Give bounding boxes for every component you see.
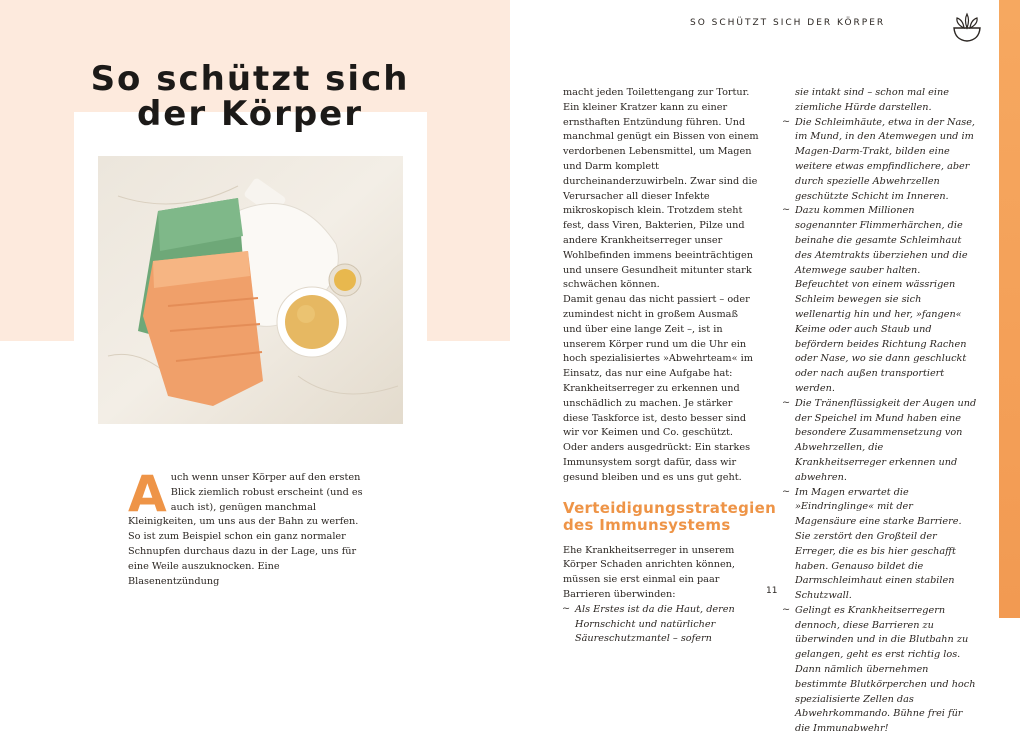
barrier-list-continued bbox=[795, 116, 977, 737]
tea-cup bbox=[277, 287, 347, 357]
list-item: ~ Gelingt es Krankheitserregern dennoch, diese Barrieren zu überwinden und in die Blutbahn zu gelangen, geht es erst richtig los. Dann nämlich übernehmen bestimmte Blutkörperchen und hoch spezialisierte Zellen das Abwehrkommando. Bühne frei für die Immunabwehr! bbox=[795, 604, 977, 737]
list-item: ~ Als Erstes ist da die Haut, deren Hornschicht und natürlicher Säureschutzmantel – sofern bbox=[575, 603, 759, 647]
barrier-list bbox=[563, 603, 759, 647]
mortar-leaves-icon bbox=[950, 10, 984, 44]
text-column-1 bbox=[128, 465, 371, 589]
drop-cap: A bbox=[128, 465, 167, 523]
list-item: ~ Im Magen erwartet die »Eindringlinge« mit der Magensäure eine starke Barriere. Sie zerstört den Großteil der Erreger, die es bis hier geschafft haben. Genauso bildet die Darmschleimhaut einen stabilen Schutzwall. bbox=[795, 486, 977, 604]
paragraph: Ehe Krankheitserreger in unserem Körper Schaden anrichten können, müssen sie erst einmal ein paar Barrieren überwinden: bbox=[563, 544, 736, 600]
chapter-title: So schützt sich der Körper bbox=[90, 59, 410, 134]
chapter-photo bbox=[98, 156, 403, 424]
page-number: 11 bbox=[766, 586, 778, 596]
list-item: ~ Die Schleimhäute, etwa in der Nase, im Mund, in den Atemwegen und im Magen-Darm-Trakt, bilden eine weitere etwas empfindlichere, aber durch spezielle Abwehrzellen geschützte Schicht im Inneren. bbox=[795, 116, 977, 205]
intro-text: uch wenn unser Körper auf den ersten Blick ziemlich robust erscheint (und es auch ist), genügen manchmal Kleinigkeiten, um uns aus der Bahn zu werfen. So ist zum Beispiel schon ein ganz normaler Schnupfen durchaus dazu in der Lage, uns für eine Weile auszuknocken. Eine Blasenentzündung bbox=[128, 472, 363, 587]
list-item: ~ Dazu kommen Millionen sogenannter Flimmerhärchen, die beinahe die gesamte Schleimhaut des Atemtrakts überziehen und die Atemwege sauber halten. Befeuchtet von einem wässrigen Schleim bewegen sie sich wellenartig hin und her, »fangen« Keime oder auch Staub und befördern beides Richtung Rachen oder Nase, wo sie dann geschluckt oder nach außen transportiert werden. bbox=[795, 204, 977, 396]
list-continuation: sie intakt sind – schon mal eine ziemliche Hürde darstellen. bbox=[795, 87, 949, 113]
list-item: ~ Die Tränenflüssigkeit der Augen und der Speichel im Mund haben eine besondere Zusammensetzung von Abwehrzellen, die Krankheitserreger erkennen und abwehren. bbox=[795, 397, 977, 486]
honey-jar bbox=[329, 264, 361, 296]
orange-edge-strip bbox=[999, 0, 1020, 618]
running-head: SO SCHÜTZT SICH DER KÖRPER bbox=[690, 18, 886, 28]
paragraph: Damit genau das nicht passiert – oder zumindest nicht in großem Ausmaß und über eine lange Zeit –, ist in unserem Körper rund um die Uhr ein hoch spezialisiertes »Abwehrteam« im Einsatz, das nur eine Aufgabe hat: Krankheitserreger zu erkennen und unschädlich zu machen. Je stärker diese Taskforce ist, desto besser sind wir vor Keimen und Co. geschützt. Oder anders ausgedrückt: Ein starkes Immunsystem sorgt dafür, dass wir gesund bleiben und es uns gut geht. bbox=[563, 294, 753, 483]
paragraph: macht jeden Toilettengang zur Tortur. Ein kleiner Kratzer kann zu einer ernsthaften Entzündung führen. Und manchmal genügt ein Bissen von einem verdorbenen Lebensmittel, um Magen und Darm komplett durcheinanderzuwirbeln. Zwar sind die Verursacher all dieser Infekte mikroskopisch klein. Trotzdem steht fest, dass Viren, Bakterien, Pilze und andere Krankheitserreger unser Wohlbefinden immens beeinträchtigen und unsere Gesundheit mitunter stark schwächen können. bbox=[563, 87, 759, 291]
section-heading: Verteidigungsstrategien des Immunsystems bbox=[563, 498, 777, 534]
text-column-3 bbox=[795, 86, 977, 737]
